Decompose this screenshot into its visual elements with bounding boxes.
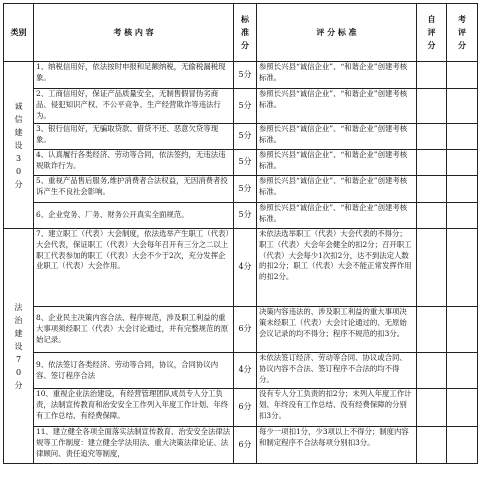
table-row <box>4 389 478 427</box>
content-cell: 4、认真履行各类经济、劳动等合同，依法签约，无违法违规欺诈行为。 <box>34 150 234 176</box>
criteria-cell: 没有专人分工负责的扣2分；未列入年度工作计划、年终没有工作总结、没有经费保障的分别扣3分。 <box>257 389 417 427</box>
header-criteria: 评 分 标 准 <box>257 4 417 62</box>
content-cell: 6、企业党务、厂务、财务公开真实全面规范。 <box>34 203 234 229</box>
criteria-cell: 参照长兴县“诚信企业”、“和谐企业”创建考核标准。 <box>257 176 417 203</box>
criteria-cell: 参照长兴县“诚信企业”、“和谐企业”创建考核标准。 <box>257 203 417 229</box>
criteria-cell: 每少一项扣1分，少3项以上不得分；制度内容和制定程序不合法每项分别扣3分。 <box>257 427 417 464</box>
content-cell: 5、重视产品售后服务,维护消费者合法权益，无因消费者投诉产生不良社会影响。 <box>34 176 234 203</box>
criteria-cell: 参照长兴县“诚信企业”、“和谐企业”创建考核标准。 <box>257 62 417 89</box>
score-cell: 6分 <box>234 307 257 353</box>
table-row <box>4 62 478 89</box>
category-cell-integrity: 诚信建设30分 <box>4 62 34 229</box>
content-cell: 7、建立职工（代表）大会制度，依法选举产生职工（代表）大会代表，保证职工（代表）大会每年召开有三分之二以上职工代表参加的职工（代表）大会不少于2次，充分发挥企业职工（代表）大会作用。 <box>34 229 234 307</box>
content-cell: 9、依法签订各类经济、劳动等合同，协议，合同协议内容、签订程序合法 <box>34 353 234 389</box>
content-cell: 1、纳税信用好，依法按时申报和足额纳税，无偷税漏税现象。 <box>34 62 234 89</box>
content-cell: 11、建立健全各项全面落实法制宣传教育、治安安全法律法规等工作制度：建立健全学法用法、重大决策法律论证、法律顾问、责任追究等制度， <box>34 427 234 464</box>
score-cell: 5分 <box>234 150 257 176</box>
score-cell: 5分 <box>234 62 257 89</box>
self-score-cell[interactable] <box>417 124 447 150</box>
evaluation-table <box>3 3 478 464</box>
table-row <box>4 150 478 176</box>
exam-score-cell[interactable] <box>447 307 478 353</box>
content-cell: 3、银行信用好，无骗取贷款、借贷不还、恶意欠贷等现象。 <box>34 124 234 150</box>
self-score-cell[interactable] <box>417 203 447 229</box>
score-cell: 5分 <box>234 124 257 150</box>
score-cell: 4分 <box>234 229 257 307</box>
self-score-cell[interactable] <box>417 353 447 389</box>
table-row <box>4 427 478 464</box>
criteria-cell: 未依法选举职工（代表）大会代表的不得分；职工（代表）大会年会健全的扣2分；召开职工（代表）大会每少1次扣2分，达不到法定人数的扣2分；职工（代表）大会不能正常发挥作用的扣2分。 <box>257 229 417 307</box>
header-self-score: 自评分 <box>417 4 447 62</box>
header-exam-score: 考评分 <box>447 4 478 62</box>
exam-score-cell[interactable] <box>447 89 478 124</box>
content-cell: 8、企业民主决策内容合法、程序规范，涉及职工利益的重大事项须经职工（代表）大会讨论通过，并有完整规范的原始记录。 <box>34 307 234 353</box>
score-cell: 6分 <box>234 427 257 464</box>
exam-score-cell[interactable] <box>447 427 478 464</box>
header-score: 标准分 <box>234 4 257 62</box>
criteria-cell: 参照长兴县“诚信企业”、“和谐企业”创建考核标准。 <box>257 150 417 176</box>
table-row <box>4 229 478 307</box>
exam-score-cell[interactable] <box>447 150 478 176</box>
table-row <box>4 124 478 150</box>
header-content: 考 核 内 容 <box>34 4 234 62</box>
table-row <box>4 307 478 353</box>
criteria-cell: 决策内容违法的、涉及职工利益的重大事项决策未经职工（代表）大会讨论通过的、无原始会议记录的均不得分；程序不规范的扣3分。 <box>257 307 417 353</box>
criteria-cell: 参照长兴县“诚信企业”、“和谐企业”创建考核标准。 <box>257 89 417 124</box>
exam-score-cell[interactable] <box>447 124 478 150</box>
exam-score-cell[interactable] <box>447 229 478 307</box>
self-score-cell[interactable] <box>417 307 447 353</box>
score-cell: 5分 <box>234 176 257 203</box>
category-cell-rule-of-law: 法治建设70分 <box>4 229 34 464</box>
exam-score-cell[interactable] <box>447 203 478 229</box>
exam-score-cell[interactable] <box>447 353 478 389</box>
self-score-cell[interactable] <box>417 150 447 176</box>
table-row <box>4 353 478 389</box>
score-cell: 5分 <box>234 203 257 229</box>
content-cell: 2、工商信用好，保证产品质量安全，无制售假冒伪劣商品、侵犯知识产权、不公平竞争、生产经营欺诈等违法行为。 <box>34 89 234 124</box>
self-score-cell[interactable] <box>417 389 447 427</box>
table-row <box>4 203 478 229</box>
self-score-cell[interactable] <box>417 62 447 89</box>
exam-score-cell[interactable] <box>447 389 478 427</box>
table-row <box>4 89 478 124</box>
score-cell: 4分 <box>234 353 257 389</box>
self-score-cell[interactable] <box>417 427 447 464</box>
table-row <box>4 176 478 203</box>
header-category: 类别 <box>4 4 34 62</box>
self-score-cell[interactable] <box>417 176 447 203</box>
exam-score-cell[interactable] <box>447 62 478 89</box>
exam-score-cell[interactable] <box>447 176 478 203</box>
header-row <box>4 4 478 62</box>
score-cell: 5分 <box>234 89 257 124</box>
criteria-cell: 参照长兴县“诚信企业”、“和谐企业”创建考核标准。 <box>257 124 417 150</box>
criteria-cell: 未依法签订经济、劳动等合同、协议或合同、协议内容不合法、签订程序不合法的均不得分。 <box>257 353 417 389</box>
self-score-cell[interactable] <box>417 89 447 124</box>
self-score-cell[interactable] <box>417 229 447 307</box>
content-cell: 10、重视企业法治建设，有经营管理团队成员专人分工负责，法制宣传教育和治安安全工作列入年度工作计划、年终有工作总结、有经费保障。 <box>34 389 234 427</box>
score-cell: 6分 <box>234 389 257 427</box>
